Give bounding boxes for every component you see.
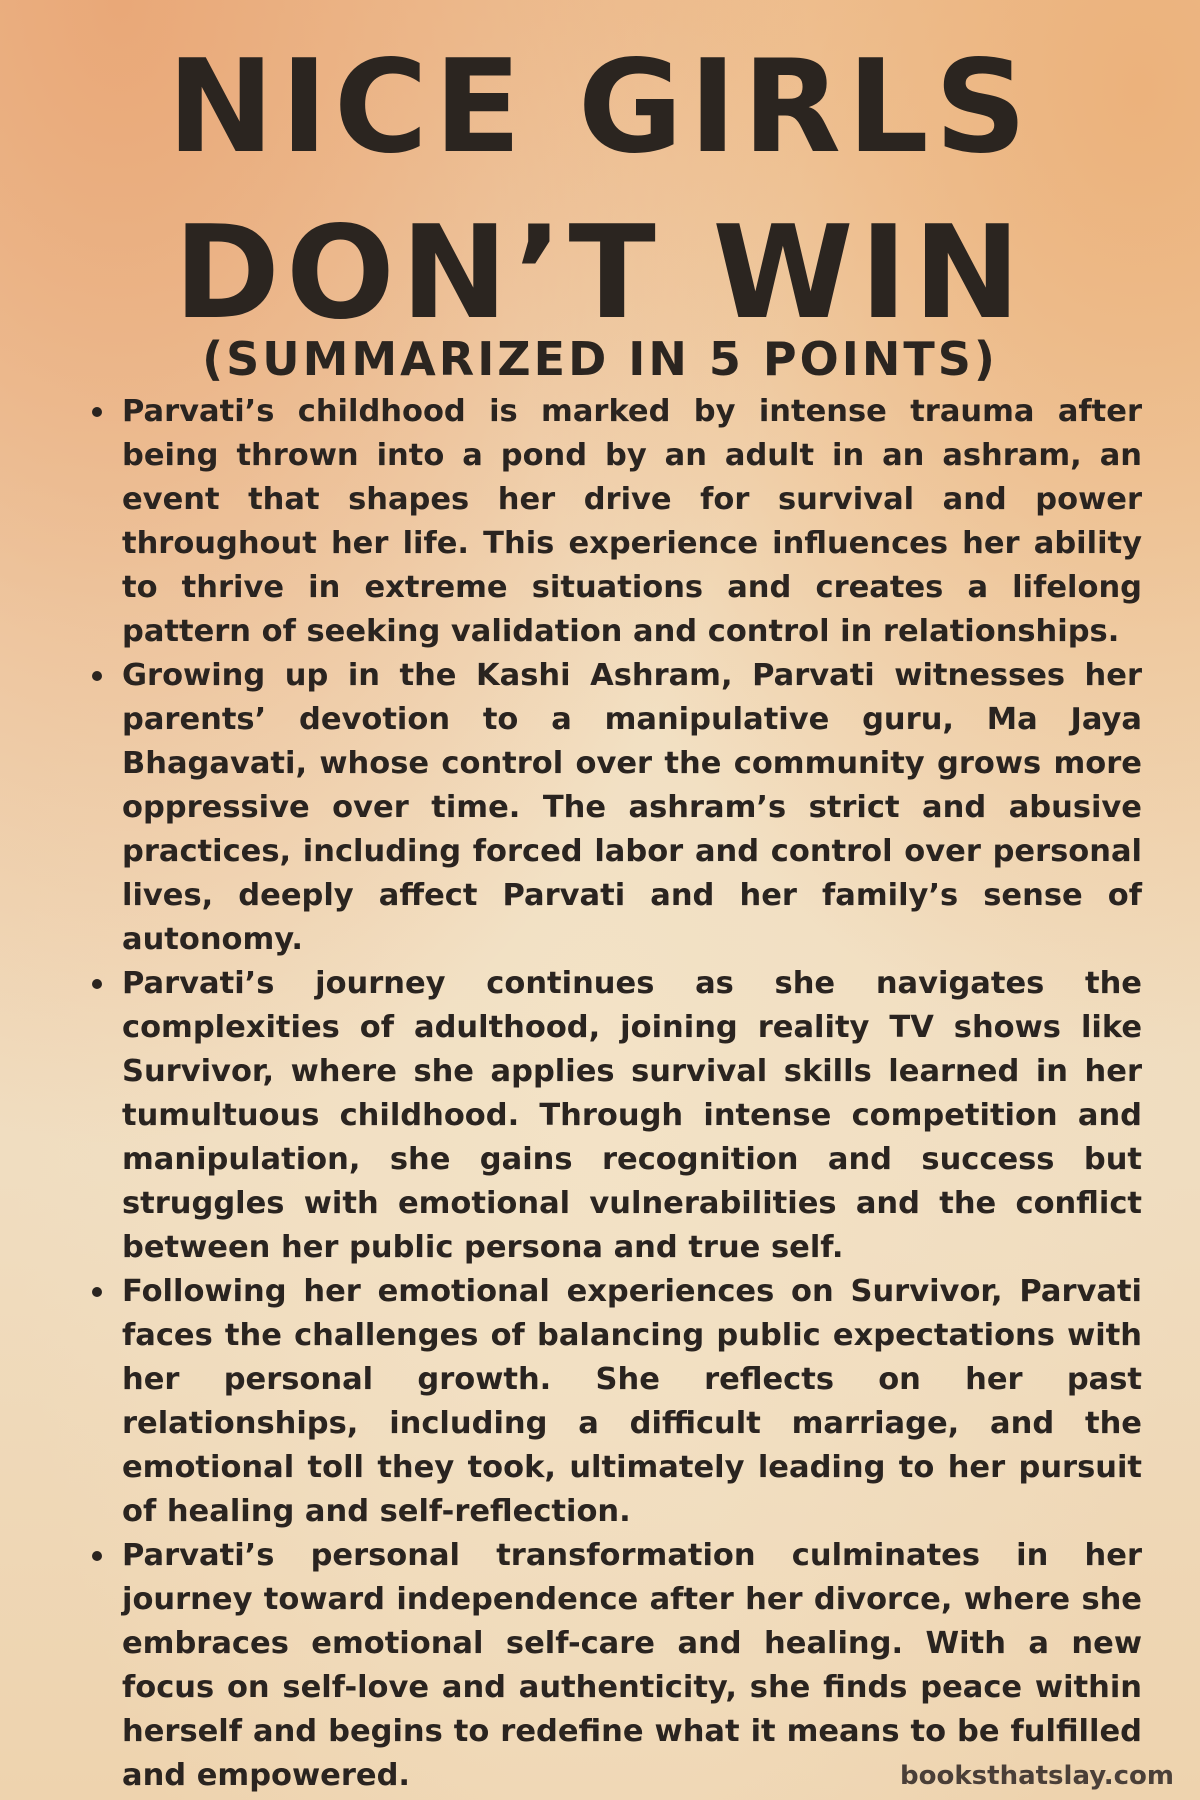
- bullet-icon: [92, 407, 102, 417]
- summary-point-4: [88, 1270, 1142, 1534]
- subtitle: (SUMMARIZED IN 5 POINTS): [202, 332, 998, 386]
- summary-point-text: Parvati’s personal transformation culminates in her journey toward independence after her divorce, where she embraces emotional self-care and healing. With a new focus on self-love and authenticity, she finds peace within herself and begins to redefine what it means to be fulfilled and empowered.: [122, 1538, 1142, 1793]
- summary-point-text: Following her emotional experiences on Survivor, Parvati faces the challenges of balancing public expectations with her personal growth. She reflects on her past relationships, including a difficult marriage, and the emotional toll they took, ultimately leading to her pursuit of healing and self-reflection.: [122, 1274, 1142, 1529]
- bullet-icon: [92, 979, 102, 989]
- summary-point-5: [88, 1534, 1142, 1798]
- bullet-icon: [92, 1287, 102, 1297]
- title-line-1: NICE GIRLS: [167, 33, 1033, 182]
- summary-points-list: [88, 390, 1142, 1798]
- summary-point-text: Parvati’s journey continues as she navigates the complexities of adulthood, joining reality TV shows like Survivor, where she applies survival skills learned in her tumultuous childhood. Through intense competition and manipulation, she gains recognition and success but struggles with emotional vulnerabilities and the conflict between her public persona and true self.: [122, 966, 1142, 1265]
- summary-point-2: [88, 654, 1142, 962]
- bullet-icon: [92, 1551, 102, 1561]
- bullet-icon: [92, 671, 102, 681]
- summary-point-text: Parvati’s childhood is marked by intense trauma after being thrown into a pond by an adult in an ashram, an event that shapes her drive for survival and power throughout her life. This experience influences her ability to thrive in extreme situations and creates a lifelong pattern of seeking validation and control in relationships.: [122, 394, 1142, 649]
- summary-point-text: Growing up in the Kashi Ashram, Parvati witnesses her parents’ devotion to a manipulative guru, Ma Jaya Bhagavati, whose control over the community grows more oppressive over time. The ashram’s strict and abusive practices, including forced labor and control over personal lives, deeply affect Parvati and her family’s sense of autonomy.: [122, 658, 1142, 957]
- site-watermark: booksthatslay.com: [900, 1760, 1174, 1791]
- summary-point-1: [88, 390, 1142, 654]
- title-line-2: DON’T WIN: [173, 199, 1027, 348]
- summary-point-3: [88, 962, 1142, 1270]
